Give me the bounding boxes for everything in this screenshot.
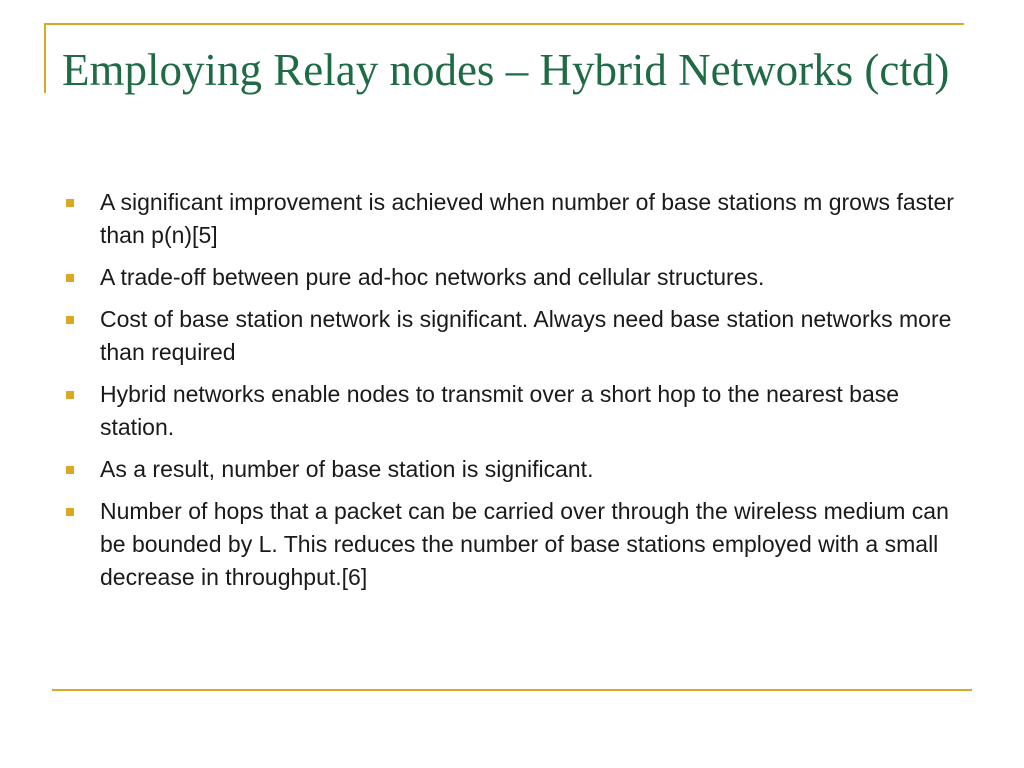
frame-bottom-line xyxy=(52,689,972,691)
square-bullet-icon xyxy=(66,199,74,207)
bullet-text: A significant improvement is achieved when number of base stations m grows faster than p(n)[5] xyxy=(100,189,954,248)
bullet-list xyxy=(62,186,972,603)
square-bullet-icon xyxy=(66,466,74,474)
bullet-item xyxy=(62,303,972,369)
bullet-text: A trade-off between pure ad-hoc networks and cellular structures. xyxy=(100,264,765,290)
bullet-text: As a result, number of base station is significant. xyxy=(100,456,594,482)
frame-left-line xyxy=(44,23,46,93)
bullet-item xyxy=(62,495,972,594)
bullet-item xyxy=(62,453,972,486)
square-bullet-icon xyxy=(66,316,74,324)
bullet-text: Cost of base station network is significant. Always need base station networks more than required xyxy=(100,306,952,365)
bullet-item xyxy=(62,261,972,294)
square-bullet-icon xyxy=(66,508,74,516)
square-bullet-icon xyxy=(66,274,74,282)
bullet-text: Number of hops that a packet can be carried over through the wireless medium can be bounded by L. This reduces the number of base stations employed with a small decrease in throughput.[6] xyxy=(100,498,949,590)
frame-top-line xyxy=(44,23,964,25)
square-bullet-icon xyxy=(66,391,74,399)
bullet-item xyxy=(62,186,972,252)
bullet-text: Hybrid networks enable nodes to transmit over a short hop to the nearest base station. xyxy=(100,381,900,440)
bullet-item xyxy=(62,378,972,444)
slide-title: Employing Relay nodes – Hybrid Networks (ctd) xyxy=(62,45,950,95)
